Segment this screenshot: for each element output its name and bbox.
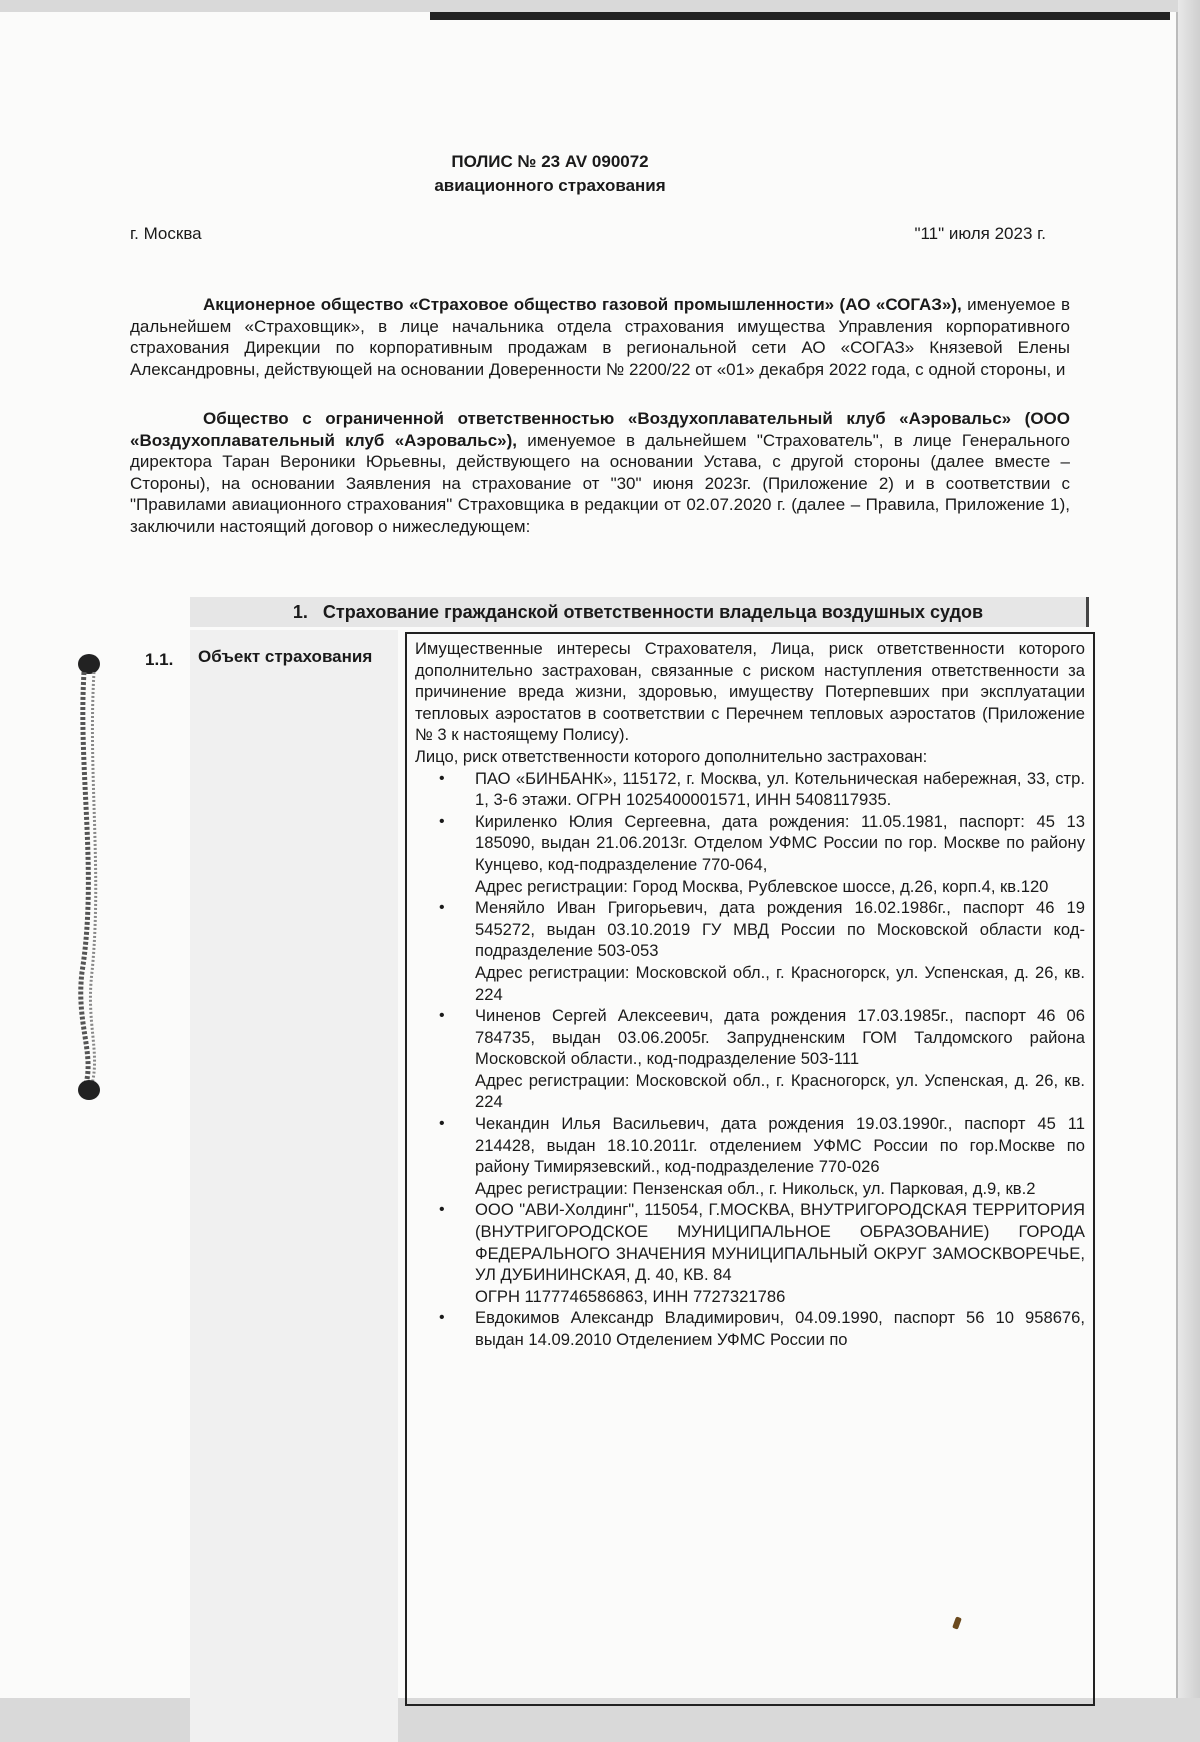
insurer-text: именуемое в дальнейшем «Страховщик», в лице начальника отдела страхования имущества Управления корпоративного страхования Дирекции по корпоративным продажам в региональной сети АО «СОГАЗ» Князевой Елены Александровны, действующей на основании Доверенности № 2200/22 от «01» декабря 2022 года, с одной стороны, и <box>130 295 1070 379</box>
person-main: Чиненов Сергей Алексеевич, дата рождения 17.03.1985г., паспорт 46 06 784735, выдан 03.06.2005г. Запрудненским ГОМ Талдомского района Московской области., код-подразделение 503-111 <box>475 1006 1085 1069</box>
bullet-icon: • <box>439 1309 445 1327</box>
bullet-icon: • <box>439 812 445 830</box>
item-number: 1.1. <box>145 650 174 669</box>
insured-text: именуемое в дальнейшем "Страхователь", в лице Генерального директора Таран Вероники Юрьевны, действующего на основании Устава, с другой стороны (далее вместе – Стороны), на основании Заявления на страхование от "30" июня 2023г. (Приложение 2) и в соответствии с "Правилами авиационного страхования" Страховщика в редакции от 02.07.2020 г. (далее – Правила, Приложение 1), заключили настоящий договор о нижеследующем: <box>130 430 1070 536</box>
person-address: Адрес регистрации: Московской обл., г. Красногорск, ул. Успенская, д. 26, кв. 224 <box>475 1070 1085 1112</box>
binding-thread-icon <box>72 652 106 1102</box>
insured-name: Общество с ограниченной ответственностью «Воздухоплавательный клуб «Аэровальс» (ООО «Воздухоплавательный клуб «Аэровальс»), <box>130 409 1070 450</box>
person-address: Адрес регистрации: Пензенская обл., г. Никольск, ул. Парковая, д.9, кв.2 <box>475 1178 1036 1198</box>
person-main: ПАО «БИНБАНК», 115172, г. Москва, ул. Котельническая набережная, 33, стр. 1, 3-6 этажи. ОГРН 1025400001571, ИНН 5408117935. <box>475 768 1085 810</box>
insurer-paragraph <box>130 294 1070 380</box>
person-ids: ОГРН 1177746586863, ИНН 7727321786 <box>475 1286 786 1306</box>
object-cell <box>405 632 1095 1706</box>
city: г. Москва <box>130 224 202 243</box>
persons-list <box>415 768 1085 1351</box>
person-main: Евдокимов Александр Владимирович, 04.09.1990, паспорт 56 10 958676, выдан 14.09.2010 Отделением УФМС России по <box>475 1308 1085 1349</box>
person-main: ООО "АВИ-Холдинг", 115054, Г.МОСКВА, ВНУТРИГОРОДСКАЯ ТЕРРИТОРИЯ (ВНУТРИГОРОДСКОЕ МУНИЦИПАЛЬНОЕ ОБРАЗОВАНИЕ) ГОРОДА ФЕДЕРАЛЬНОГО ЗНАЧЕНИЯ МУНИЦИПАЛЬНЫЙ ОКРУГ ЗАМОСКВОРЕЧЬЕ, УЛ ДУБИНИНСКАЯ, Д. 40, КВ. 84 <box>475 1200 1085 1285</box>
person-address: Адрес регистрации: Город Москва, Рублевское шоссе, д.26, корп.4, кв.120 <box>475 876 1049 896</box>
label-column <box>190 630 398 1742</box>
bullet-icon: • <box>439 769 445 787</box>
bullet-icon: • <box>439 1007 445 1025</box>
list-item <box>439 1113 1085 1199</box>
section-title: Страхование гражданской ответственности владельца воздушных судов <box>322 602 984 622</box>
policy-date: "11" июля 2023 г. <box>914 224 1046 243</box>
object-text: Имущественные интересы Страхователя, Лица, риск ответственности которого дополнительно застрахован, связанные с риском наступления ответственности за причинение вреда жизни, здоровью, имуществу Потерпевших при эксплуатации тепловых аэростатов в соответствии с Перечнем тепловых аэростатов (Приложение № 3 к настоящему Полису). <box>415 639 1085 745</box>
policy-title: ПОЛИС № 23 AV 090072 <box>451 152 649 171</box>
bullet-icon: • <box>439 899 445 917</box>
persons-intro: Лицо, риск ответственности которого дополнительно застрахован: <box>415 746 928 766</box>
bullet-icon: • <box>439 1201 445 1219</box>
section-number: 1. <box>292 602 308 622</box>
person-address: Адрес регистрации: Московской обл., г. Красногорск, ул. Успенская, д. 26, кв. 224 <box>475 962 1085 1004</box>
list-item <box>439 897 1085 1005</box>
insured-paragraph <box>130 408 1070 537</box>
list-item <box>439 768 1085 811</box>
bullet-icon: • <box>439 1115 445 1133</box>
list-item <box>439 811 1085 897</box>
person-main: Чекандин Илья Васильевич, дата рождения 19.03.1990г., паспорт 45 11 214428, выдан 18.10.2011г. отделением УФМС России по гор.Москве по району Тимирязевский., код-подразделение 770-026 <box>475 1114 1085 1177</box>
list-item <box>439 1199 1085 1307</box>
section-heading <box>190 597 1089 627</box>
document-page <box>0 12 1176 1698</box>
item-label: Объект страхования <box>198 647 373 666</box>
insurer-name: Акционерное общество «Страховое общество газовой промышленности» (АО «СОГАЗ»), <box>203 295 962 314</box>
page-edge <box>1178 0 1200 1698</box>
scan-edge <box>430 12 1170 20</box>
person-main: Кириленко Юлия Сергеевна, дата рождения: 11.05.1981, паспорт: 45 13 185090, выдан 21.06.2013г. Отделом УФМС России по гор. Москве по району Кунцево, код-подразделение 770-064, <box>475 811 1085 874</box>
policy-subtitle: авиационного страхования <box>434 176 666 195</box>
list-item <box>439 1307 1085 1350</box>
person-main: Меняйло Иван Григорьевич, дата рождения 16.02.1986г., паспорт 46 19 545272, выдан 03.10.2019 ГУ МВД России по Московской области код-подразделение 503-053 <box>475 898 1085 961</box>
list-item <box>439 1005 1085 1113</box>
